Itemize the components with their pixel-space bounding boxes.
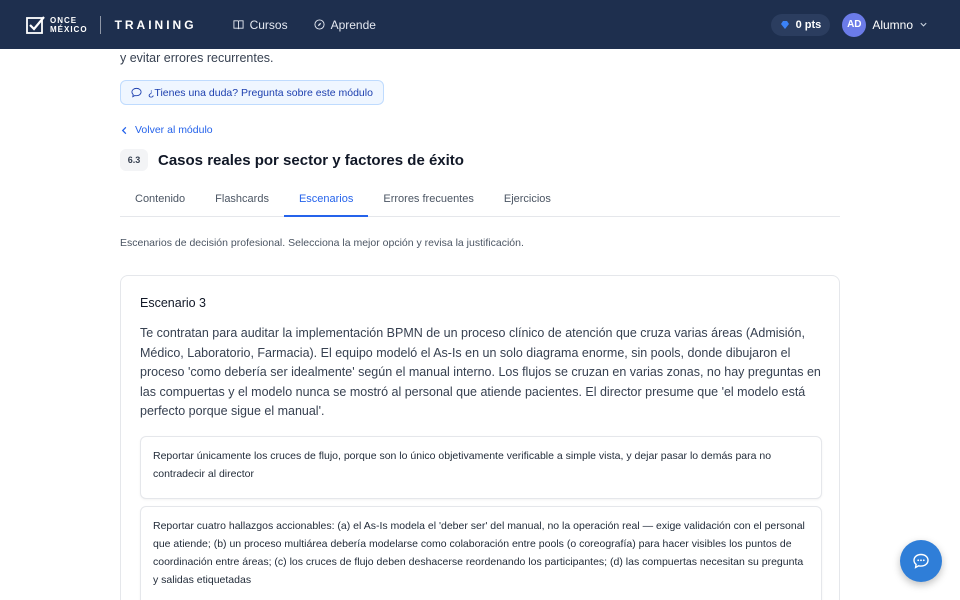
checkbox-logo-icon	[26, 15, 46, 35]
top-navbar	[0, 0, 960, 49]
compass-icon	[314, 19, 325, 30]
scenario-option[interactable]: Reportar únicamente los cruces de flujo, porque son lo único objetivamente verificable a simple vista, y dejar pasar lo demás para no contradecir al director	[140, 436, 822, 499]
tab-description: Escenarios de decisión profesional. Selecciona la mejor opción y revisa la justificación.	[120, 237, 524, 249]
scenario-title: Escenario 3	[140, 296, 207, 310]
tab-errores-frecuentes[interactable]: Errores frecuentes	[383, 193, 474, 205]
chat-icon	[912, 552, 930, 570]
tab-flashcards[interactable]: Flashcards	[215, 193, 269, 205]
user-name: Alumno	[872, 17, 913, 32]
avatar: AD	[842, 13, 866, 37]
lesson-header	[120, 149, 464, 171]
logo-divider	[100, 16, 101, 34]
back-to-module-link[interactable]	[120, 124, 213, 136]
lesson-tabs	[120, 184, 840, 217]
tab-ejercicios[interactable]: Ejercicios	[503, 193, 551, 205]
scenario-text: Te contratan para auditar la implementación BPMN de un proceso clínico de atención que cruza varias áreas (Admisión, Médico, Laboratorio, Farmacia). El equipo modeló el As-Is en un solo diagrama enorme, sin pools, donde dibujaron el proceso 'como debería ser idealmente' según el manual interno. Los flujos se cruzan en varias zonas, no hay preguntas en las compuertas y el modelo nunca se mostró al personal que atiende pacientes. El director presume que 'el modelo está perfecto porque sigue el manual'.	[140, 326, 821, 418]
chat-assistant-button[interactable]	[900, 540, 942, 582]
chevron-left-icon	[120, 126, 129, 135]
tab-contenido[interactable]: Contenido	[135, 193, 186, 205]
nav-item-cursos[interactable]	[233, 18, 288, 32]
nav-item-aprende[interactable]	[314, 18, 376, 32]
back-label: Volver al módulo	[135, 124, 213, 136]
section-number-badge: 6.3	[120, 149, 148, 171]
book-icon	[233, 19, 244, 30]
scenario-option[interactable]: Reportar cuatro hallazgos accionables: (a) el As-Is modela el 'deber ser' del manual, no la operación real — exige validación con el personal que atiende; (b) un proceso multiárea debería modelarse como colaboración entre pools (o coreografía) para hacer visibles los puntos de coordinación entre áreas; (c) los cruces de flujo deben deshacerse reordenando los participantes; (d) las compuertas necesitan su pregunta y salidas etiquetadas	[140, 506, 822, 600]
page-title: Casos reales por sector y factores de éxito	[158, 151, 464, 169]
logo-line-2: MÉXICO	[50, 24, 88, 34]
points-value: 0 pts	[795, 18, 822, 31]
logo-line-1: ONCE	[50, 15, 78, 25]
logo[interactable]	[26, 15, 197, 35]
points-badge[interactable]	[771, 14, 831, 36]
gem-icon	[780, 20, 790, 30]
scenario-card	[120, 275, 840, 600]
user-menu[interactable]	[842, 13, 928, 37]
brand-name: TRAINING	[114, 17, 197, 32]
chevron-down-icon	[919, 20, 928, 29]
nav-label: Cursos	[249, 17, 288, 32]
ask-question-button[interactable]	[120, 80, 384, 105]
ask-question-label: ¿Tienes una duda? Pregunta sobre este módulo	[148, 86, 373, 99]
chat-bubble-icon	[131, 87, 142, 98]
main-nav	[233, 18, 376, 32]
tab-escenarios[interactable]: Escenarios	[284, 184, 368, 217]
main-content	[0, 49, 960, 600]
nav-label: Aprende	[330, 17, 376, 32]
intro-text: y evitar errores recurrentes.	[120, 51, 274, 65]
